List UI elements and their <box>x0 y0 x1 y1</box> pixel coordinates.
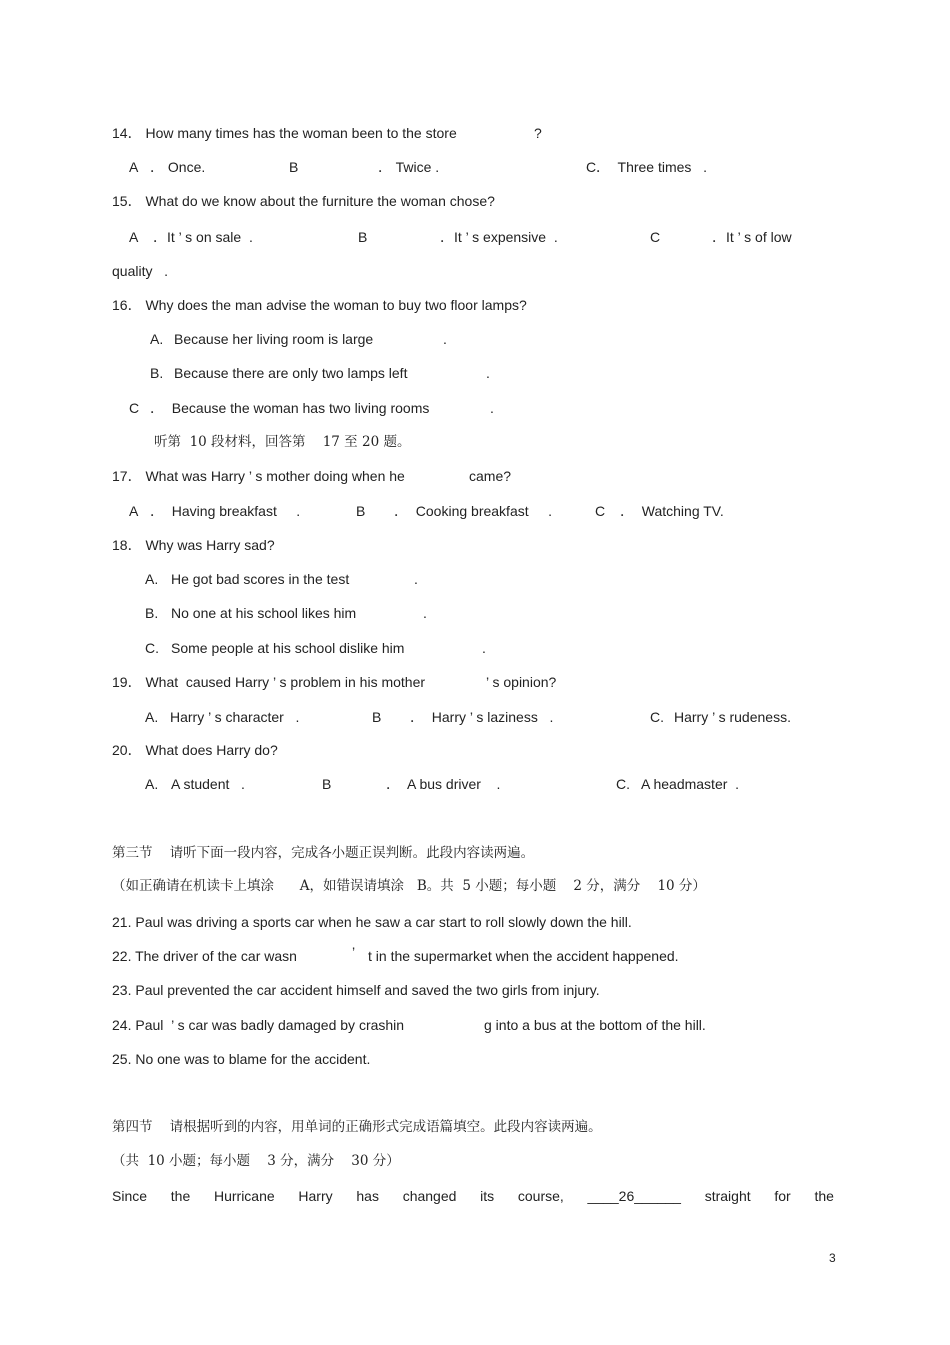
passage-word: has <box>356 1188 379 1204</box>
passage-word: Harry <box>298 1188 333 1204</box>
q20-stem: 20． What does Harry do? <box>112 742 278 758</box>
q16-option-b: Because there are only two lamps left <box>174 365 408 381</box>
passage-word: straight <box>704 1188 751 1204</box>
statement-21: 21. Paul was driving a sports car when he saw a car start to roll slowly down the hill. <box>112 914 632 930</box>
q15-option-a-letter: A <box>129 229 139 245</box>
q17-option-a-letter: A <box>129 503 139 519</box>
q19-stem: 19． What caused Harry ’ s problem in his mother <box>112 674 426 690</box>
page-number: 3 <box>829 1251 836 1265</box>
q20-option-c-letter: C. <box>616 776 630 792</box>
q19-option-c: Harry ’ s rudeness. <box>674 709 791 725</box>
q18-option-a-letter: A. <box>145 571 159 587</box>
section4-title: 第四节 请根据听到的内容，用单词的正确形式完成语篇填空。此段内容读两遍。 <box>112 1119 602 1135</box>
q20-option-a-letter: A. <box>145 776 159 792</box>
q15-option-c-wrap: quality . <box>112 263 169 279</box>
q18-option-c: Some people at his school dislike him <box>171 640 405 656</box>
statement-22-apostrophe: ’ <box>352 944 356 960</box>
q18-option-c-period: . <box>482 640 486 656</box>
q18-option-c-letter: C. <box>145 640 159 656</box>
q19-stem-end: ’ s opinion? <box>486 674 557 690</box>
q18-stem: 18． Why was Harry sad? <box>112 537 275 553</box>
q17-option-b-letter: B <box>356 503 366 519</box>
q16-option-c: ． Because the woman has two living rooms <box>150 400 430 416</box>
q14-stem: 14． How many times has the woman been to the store <box>112 125 457 141</box>
instruction-17-20: 听第 10 段材料，回答第 17 至 20 题。 <box>154 434 411 450</box>
passage-word: the <box>170 1188 191 1204</box>
blank-26: ____26______ <box>587 1188 681 1204</box>
q15-option-b-letter: B <box>358 229 368 245</box>
q14-option-b: ． Twice . <box>378 159 440 175</box>
q15-option-c: ．It ’ s of low <box>712 229 792 245</box>
q16-option-a-letter: A. <box>150 331 164 347</box>
q14-option-c-letter: C <box>586 159 597 175</box>
statement-24-end: g into a bus at the bottom of the hill. <box>484 1017 706 1033</box>
section4-note: （共 10 小题；每小题 3 分，满分 30 分） <box>112 1153 400 1169</box>
q16-option-b-period: . <box>486 365 490 381</box>
q16-option-a-period: . <box>443 331 447 347</box>
q17-option-c: ． Watching TV. <box>620 503 724 519</box>
statement-22: 22. The driver of the car wasn <box>112 948 297 964</box>
passage-word: its <box>480 1188 495 1204</box>
passage-word: Since <box>112 1188 148 1204</box>
section3-note: （如正确请在机读卡上填涂 A，如错误请填涂 B。共 5 小题；每小题 2 分，满分 10 分） <box>112 878 706 894</box>
q18-option-a-period: . <box>414 571 418 587</box>
statement-23: 23. Paul prevented the car accident himself and saved the two girls from injury. <box>112 982 600 998</box>
q16-option-c-period: . <box>490 400 494 416</box>
passage-word: for <box>774 1188 791 1204</box>
q17-option-b: ． Cooking breakfast . <box>394 503 552 519</box>
q17-stem: 17． What was Harry ’ s mother doing when he <box>112 468 405 484</box>
q18-option-a: He got bad scores in the test <box>171 571 350 587</box>
q20-option-b-letter: B <box>322 776 332 792</box>
q20-option-a: A student . <box>171 776 245 792</box>
q18-option-b: No one at his school likes him <box>171 605 357 621</box>
passage-word: changed <box>402 1188 457 1204</box>
passage-word: course, <box>517 1188 564 1204</box>
q15-option-c-letter: C <box>650 229 661 245</box>
q18-option-b-letter: B. <box>145 605 159 621</box>
q14-option-a: ． Once. <box>150 159 206 175</box>
q17-stem-end: came? <box>469 468 512 484</box>
q20-option-b: ． A bus driver . <box>386 776 501 792</box>
q16-option-c-letter: C <box>129 400 140 416</box>
q15-option-a: ．It ’ s on sale . <box>153 229 253 245</box>
passage-word: the <box>814 1188 834 1204</box>
q14-option-b-letter: B <box>289 159 299 175</box>
q17-option-a: ． Having breakfast . <box>150 503 301 519</box>
q15-option-b: ．It ’ s expensive . <box>440 229 558 245</box>
q14-question-mark: ? <box>534 125 542 141</box>
q19-option-c-letter: C. <box>650 709 664 725</box>
q18-option-b-period: . <box>423 605 427 621</box>
q16-stem: 16． Why does the man advise the woman to buy two floor lamps? <box>112 297 527 313</box>
passage-word: Hurricane <box>213 1188 275 1204</box>
q19-option-a-letter: A. <box>145 709 159 725</box>
q20-option-c: A headmaster . <box>641 776 740 792</box>
statement-22-end: t in the supermarket when the accident happened. <box>368 948 679 964</box>
q14-option-c: ． Three times . <box>596 159 707 175</box>
q19-option-b: ． Harry ’ s laziness . <box>410 709 554 725</box>
section3-title: 第三节 请听下面一段内容，完成各小题正误判断。此段内容读两遍。 <box>112 845 535 861</box>
passage-line-1 <box>112 1187 834 1205</box>
statement-25: 25. No one was to blame for the accident. <box>112 1051 371 1067</box>
q16-option-a: Because her living room is large <box>174 331 374 347</box>
q19-option-a: Harry ’ s character . <box>170 709 300 725</box>
q15-stem: 15． What do we know about the furniture the woman chose? <box>112 193 495 209</box>
q19-option-b-letter: B <box>372 709 382 725</box>
q16-option-b-letter: B. <box>150 365 164 381</box>
q14-option-a-letter: A <box>129 159 139 175</box>
statement-24: 24. Paul ’ s car was badly damaged by crashin <box>112 1017 405 1033</box>
q17-option-c-letter: C <box>595 503 606 519</box>
